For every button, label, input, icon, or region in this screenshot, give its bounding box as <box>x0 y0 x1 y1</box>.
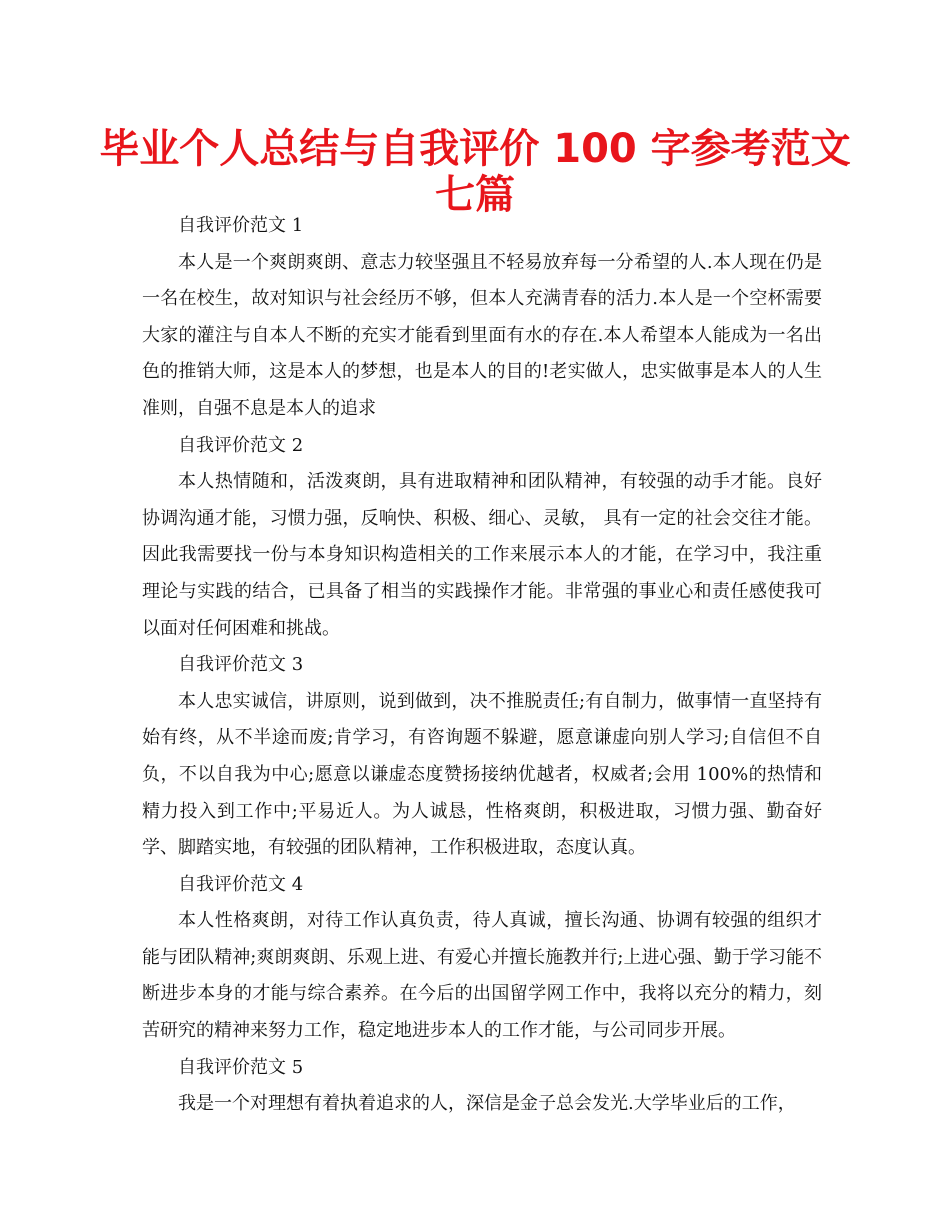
section-body-4: 本人性格爽朗，对待工作认真负责，待人真诚，擅长沟通、协调有较强的组织才能与团队精神;爽朗爽朗、乐观上进、有爱心并擅长施教并行;上进心强、勤于学习能不断进步本身的才能与综合素养。在今后的出国留学网工作中，我将以充分的精力，刻苦研究的精神来努力工作，稳定地进步本人的工作才能，与公司同步开展。 <box>142 910 822 1042</box>
section-body-2: 本人热情随和，活泼爽朗，具有进取精神和团队精神，有较强的动手才能。良好协调沟通才能，习惯力强，反响快、积极、细心、灵敏， 具有一定的社会交往才能。因此我需要找一份与本身知识构造相关的工作来展示本人的才能，在学习中，我注重理论与实践的结合，已具备了相当的实践操作才能。非常强的事业心和责任感使我可以面对任何困难和挑战。 <box>142 471 822 639</box>
section-body-5: 我是一个对理想有着执着追求的人，深信是金子总会发光.大学毕业后的工作， <box>178 1093 796 1115</box>
section-heading-3: 自我评价范文 3 <box>178 654 304 676</box>
section-heading-2: 自我评价范文 2 <box>178 434 304 456</box>
document-body <box>142 208 822 1123</box>
document-title-line-2: 七篇 <box>435 172 515 218</box>
section-heading-4: 自我评价范文 4 <box>178 873 304 895</box>
section-body-3: 本人忠实诚信，讲原则，说到做到，决不推脱责任;有自制力，做事情一直坚持有始有终，从不半途而废;肯学习，有咨询题不躲避，愿意谦虚向别人学习;自信但不自负，不以自我为中心;愿意以谦虚态度赞扬接纳优越者，权威者;会用 100%的热情和精力投入到工作中;平易近人。为人诚恳，性格爽朗，积极进取，习惯力强、勤奋好学、脚踏实地，有较强的团队精神，工作积极进取，态度认真。 <box>142 690 822 859</box>
section-heading-1: 自我评价范文 1 <box>178 215 304 236</box>
document-title-line-1: 毕业个人总结与自我评价 100 字参考范文 <box>99 126 851 172</box>
section-heading-5: 自我评价范文 5 <box>178 1056 304 1078</box>
section-body-1: 本人是一个爽朗爽朗、意志力较坚强且不轻易放弃每一分希望的人.本人现在仍是一名在校生，故对知识与社会经历不够，但本人充满青春的活力.本人是一个空杯需要大家的灌注与自本人不断的充实才能看到里面有水的存在.本人希望本人能成为一名出色的推销大师，这是本人的梦想，也是本人的目的!老实做人，忠实做事是本人的人生准则，自强不息是本人的追求 <box>142 251 822 419</box>
